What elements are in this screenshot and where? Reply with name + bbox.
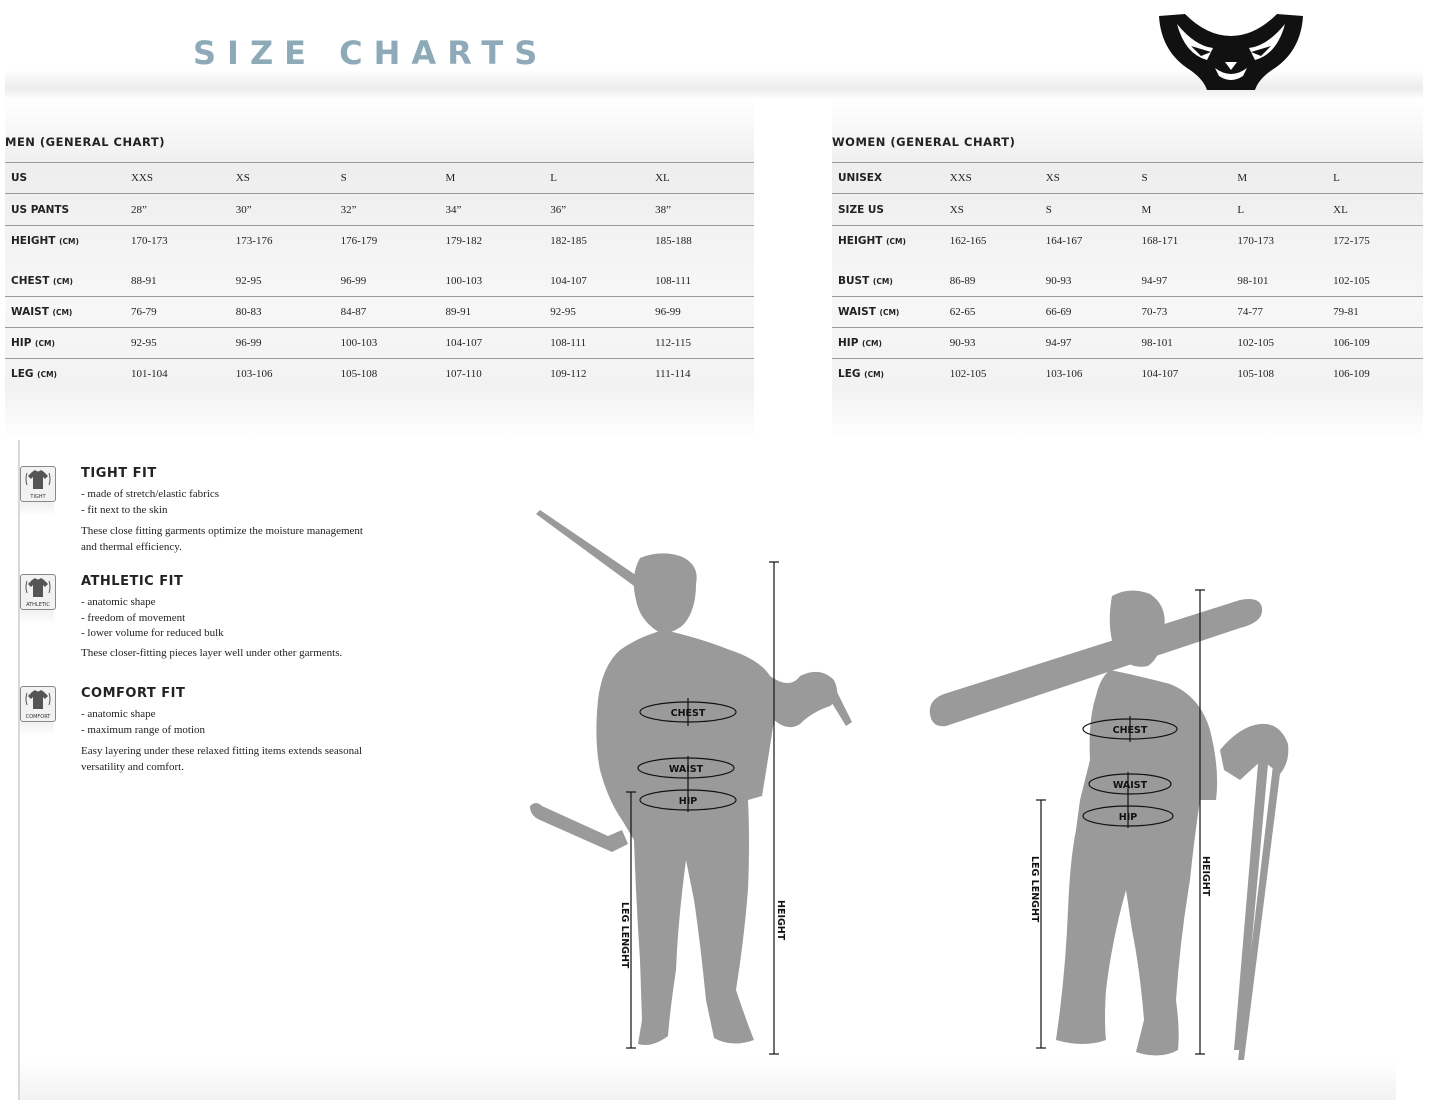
table-cell: 185-188 — [655, 235, 692, 247]
table-cell: 94-97 — [1045, 337, 1072, 349]
table-cell: S — [340, 172, 347, 184]
table-cell: 102-105 — [1237, 337, 1275, 349]
man-height-label: HEIGHT — [775, 900, 786, 941]
row-label — [5, 328, 125, 359]
woman-height-label: HEIGHT — [1200, 856, 1211, 897]
table-cell: 62-65 — [949, 306, 976, 318]
row-unit: (CM) — [886, 237, 906, 246]
table-cell: 104-107 — [445, 337, 483, 349]
comfort-fit-icon-label: COMFORT — [25, 714, 51, 720]
row-unit: (CM) — [864, 370, 884, 379]
table-cell: 103-106 — [1045, 368, 1083, 380]
table-cell: 102-105 — [1333, 274, 1370, 287]
table-cell: 109-112 — [550, 368, 587, 380]
table-cell: 107-110 — [445, 368, 482, 380]
row-label-text: BUST — [838, 274, 870, 287]
table-cell: 90-93 — [949, 337, 976, 349]
athletic-fit-bullets — [81, 595, 224, 642]
table-cell: 106-109 — [1333, 337, 1370, 349]
bullet: - fit next to the skin — [81, 503, 168, 516]
women-size-chart — [832, 100, 1423, 440]
table-row — [832, 328, 1423, 359]
tight-fit-tshirt-icon — [20, 466, 56, 502]
table-row — [5, 226, 754, 266]
table-cell: 164-167 — [1045, 235, 1083, 247]
tight-fit-bullets — [81, 487, 219, 518]
icon-reflection — [20, 502, 54, 516]
row-label-text: WAIST — [838, 306, 876, 318]
row-label — [832, 194, 944, 226]
table-row — [5, 359, 754, 390]
row-label — [832, 226, 944, 266]
table-cell: XS — [235, 172, 250, 184]
table-cell: 98-101 — [1237, 274, 1269, 287]
table-cell: 104-107 — [1141, 368, 1179, 380]
table-cell: 108-111 — [655, 274, 691, 287]
row-unit: (CM) — [35, 339, 55, 348]
row-label-text: LEG — [11, 368, 34, 380]
table-cell: 168-171 — [1141, 235, 1179, 247]
table-cell: 111-114 — [655, 368, 691, 380]
comfort-fit-description: Easy layering under these relaxed fitting items extends seasonal versatility and comfort. — [81, 745, 363, 773]
row-label — [5, 297, 125, 328]
row-label-text: HEIGHT — [838, 235, 883, 247]
row-label — [5, 359, 125, 390]
table-cell: 101-104 — [130, 368, 168, 380]
table-cell: 100-103 — [445, 274, 483, 287]
brand-logo-icon — [1155, 10, 1307, 96]
tight-fit-title: TIGHT FIT — [81, 466, 157, 481]
row-label — [832, 359, 944, 390]
table-cell: 179-182 — [445, 235, 483, 247]
header — [5, 0, 1423, 100]
table-cell: XS — [949, 203, 964, 216]
table-cell: 86-89 — [949, 274, 976, 287]
table-cell: 173-176 — [235, 235, 273, 247]
woman-leg-label: LEG LENGHT — [1029, 856, 1040, 923]
table-row — [5, 194, 754, 226]
table-row — [832, 359, 1423, 390]
table-cell: 104-107 — [550, 274, 587, 287]
table-row — [5, 328, 754, 359]
comfort-fit-tshirt-icon — [20, 686, 56, 722]
bullet: - anatomic shape — [81, 596, 156, 608]
table-cell: 94-97 — [1141, 274, 1168, 287]
table-cell: 106-109 — [1333, 368, 1370, 380]
row-label — [832, 163, 944, 194]
table-row — [832, 265, 1423, 297]
row-label-text: CHEST — [11, 274, 50, 287]
table-cell: 92-95 — [235, 274, 262, 287]
table-row — [5, 163, 754, 194]
athletic-fit-description: These closer-fitting pieces layer well under other garments. — [81, 647, 343, 659]
table-cell: 92-95 — [130, 337, 157, 349]
table-cell: 105-108 — [1237, 368, 1275, 380]
women-size-table — [832, 162, 1423, 390]
table-cell: 103-106 — [235, 368, 273, 380]
table-cell: 100-103 — [340, 337, 378, 349]
row-unit: (CM) — [59, 237, 79, 246]
table-row — [832, 226, 1423, 266]
bullet: - anatomic shape — [81, 708, 156, 720]
table-cell: 96-99 — [235, 337, 262, 349]
bullet: - made of stretch/elastic fabrics — [81, 488, 220, 500]
row-label-text: HEIGHT — [11, 235, 56, 247]
table-cell: 182-185 — [550, 235, 587, 247]
measurement-figures — [500, 500, 1320, 1070]
table-cell: 76-79 — [130, 306, 157, 318]
table-cell: 105-108 — [340, 368, 378, 380]
table-cell: 170-173 — [1237, 235, 1275, 247]
table-cell: 88-91 — [130, 274, 157, 287]
man-chest-label: CHEST — [670, 708, 706, 719]
man-hip-label: HIP — [678, 796, 698, 807]
table-cell: 80-83 — [235, 306, 262, 318]
row-label-text: HIP — [838, 337, 859, 349]
table-cell: 36” — [550, 203, 567, 216]
table-cell: 70-73 — [1141, 306, 1168, 318]
table-cell: XXS — [130, 172, 153, 184]
table-cell: 89-91 — [445, 306, 472, 318]
row-label-text: US PANTS — [11, 203, 70, 216]
row-label — [832, 297, 944, 328]
table-cell: 74-77 — [1237, 306, 1264, 318]
woman-waist-label: WAIST — [1112, 780, 1148, 791]
table-row — [5, 265, 754, 297]
athletic-fit-title: ATHLETIC FIT — [81, 574, 184, 589]
row-unit: (CM) — [37, 370, 57, 379]
row-label-text: UNISEX — [838, 172, 883, 184]
table-cell: M — [1237, 172, 1248, 184]
table-cell: XS — [1045, 172, 1060, 184]
table-cell: S — [1045, 203, 1052, 216]
row-label-text: SIZE US — [838, 203, 884, 216]
table-cell: 102-105 — [949, 368, 987, 380]
tight-fit-icon-label: TIGHT — [30, 494, 46, 500]
table-row — [832, 163, 1423, 194]
row-label — [5, 265, 125, 297]
table-cell: 28” — [130, 203, 147, 216]
row-label — [5, 163, 125, 194]
table-cell: 108-111 — [550, 337, 587, 349]
table-cell: L — [1237, 203, 1245, 216]
row-label — [832, 328, 944, 359]
row-unit: (CM) — [872, 276, 893, 286]
men-size-chart — [5, 100, 754, 440]
row-label-text: HIP — [11, 337, 32, 349]
table-cell: L — [550, 172, 557, 184]
table-cell: 79-81 — [1333, 306, 1359, 318]
table-cell: 98-101 — [1141, 337, 1173, 349]
table-cell: L — [1333, 172, 1340, 184]
woman-hip-label: HIP — [1118, 812, 1138, 823]
table-cell: 96-99 — [340, 274, 367, 287]
row-unit: (CM) — [879, 308, 900, 317]
table-cell: S — [1141, 172, 1148, 184]
table-cell: XXS — [949, 172, 972, 184]
comfort-fit-title: COMFORT FIT — [81, 686, 186, 701]
row-label — [5, 194, 125, 226]
row-unit: (CM) — [53, 276, 73, 286]
table-cell: 112-115 — [655, 337, 691, 349]
women-chart-title: WOMEN (GENERAL CHART) — [832, 135, 1016, 149]
table-cell: 92-95 — [550, 306, 576, 318]
row-label-text: US — [11, 172, 28, 184]
table-cell: 38” — [655, 203, 671, 216]
man-leg-label: LEG LENGHT — [619, 902, 630, 969]
row-label-text: LEG — [838, 368, 861, 380]
table-cell: 170-173 — [130, 235, 168, 247]
row-unit: (CM) — [52, 308, 73, 317]
men-size-table — [5, 162, 754, 390]
table-cell: 96-99 — [655, 306, 681, 318]
row-label — [5, 226, 125, 266]
table-cell: 84-87 — [340, 306, 367, 318]
woman-chest-label: CHEST — [1112, 725, 1148, 736]
left-divider — [18, 440, 20, 1100]
table-cell: 34” — [445, 203, 462, 216]
table-cell: 32” — [340, 203, 357, 216]
table-cell: 172-175 — [1333, 235, 1370, 247]
table-cell: 162-165 — [949, 235, 987, 247]
athletic-fit-tshirt-icon — [20, 574, 56, 610]
icon-reflection — [20, 610, 54, 624]
row-unit: (CM) — [862, 339, 882, 348]
table-cell: 30” — [235, 203, 252, 216]
page-title: SIZE CHARTS — [193, 34, 549, 72]
table-row — [832, 297, 1423, 328]
table-cell: XL — [1333, 203, 1348, 216]
table-row — [5, 297, 754, 328]
table-cell: 66-69 — [1045, 306, 1072, 318]
bullet: - maximum range of motion — [81, 723, 206, 736]
table-cell: M — [1141, 203, 1152, 216]
man-waist-label: WAIST — [668, 764, 704, 775]
tight-fit-description: These close fitting garments optimize the moisture management and thermal efficiency. — [81, 525, 363, 553]
row-label — [832, 265, 944, 297]
table-cell: M — [445, 172, 456, 184]
athletic-fit-icon-label: ATHLETIC — [26, 602, 50, 608]
row-label-text: WAIST — [11, 306, 49, 318]
table-cell: XL — [655, 172, 670, 184]
comfort-fit-bullets — [81, 707, 205, 738]
men-chart-title: MEN (GENERAL CHART) — [5, 135, 165, 149]
table-cell: 176-179 — [340, 235, 378, 247]
table-row — [832, 194, 1423, 226]
icon-reflection — [20, 722, 54, 736]
bullet: - lower volume for reduced bulk — [81, 627, 224, 639]
bullet: - freedom of movement — [81, 611, 186, 624]
table-cell: 90-93 — [1045, 274, 1072, 287]
